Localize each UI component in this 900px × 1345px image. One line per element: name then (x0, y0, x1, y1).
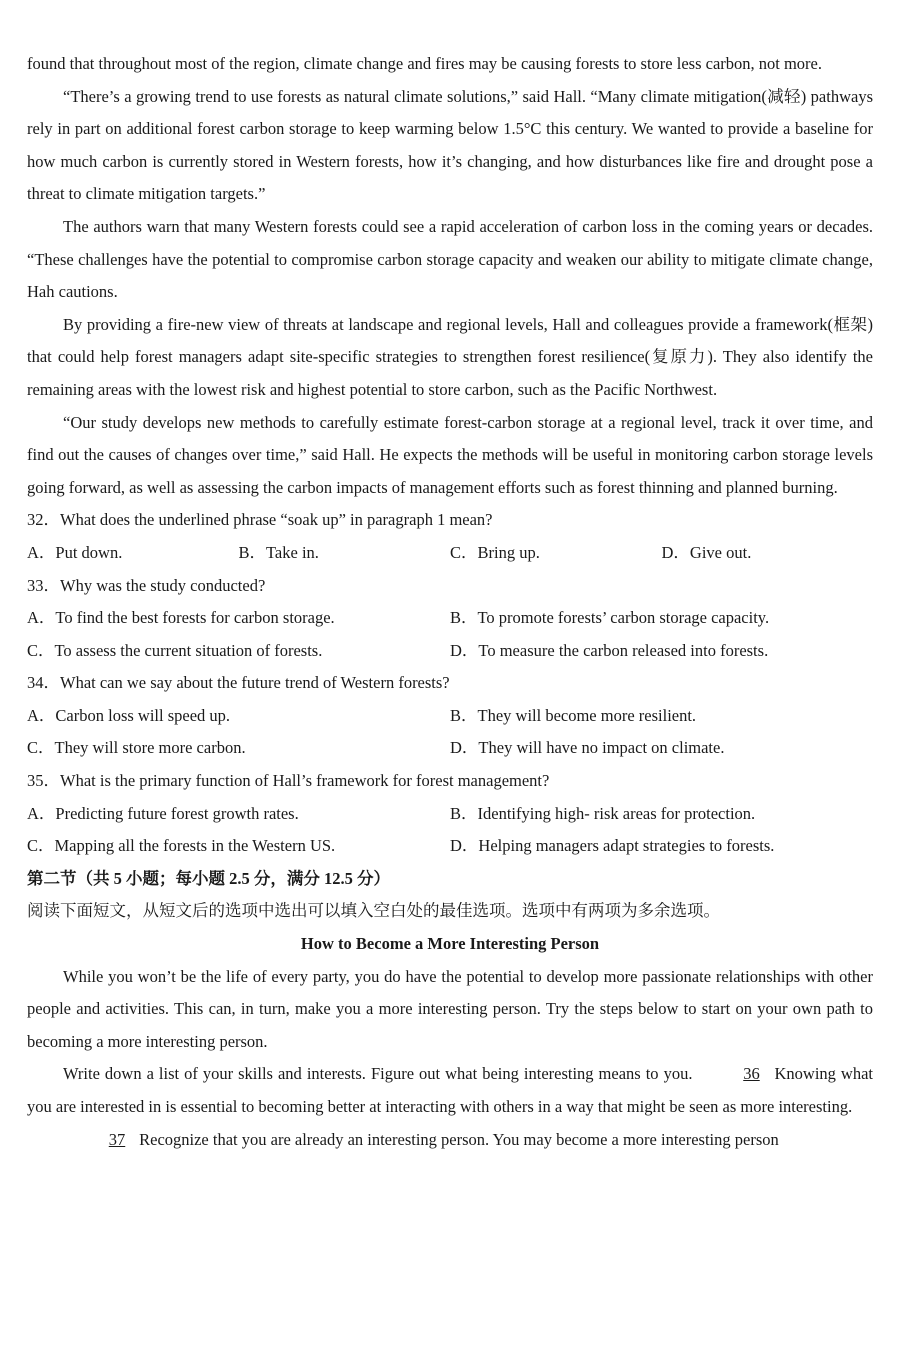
question-options (27, 732, 873, 765)
passage-paragraph: While you won’t be the life of every party, you do have the potential to develop more passionate relationships with other people and activities. This can, in turn, make you a more interesting person. Try the steps below to start on your own path to becoming a more interesting person. (27, 966, 873, 1051)
paragraph-text: Write down a list of your skills and interests. Figure out what being interesting means to you. (63, 1064, 698, 1084)
question-options (27, 635, 873, 668)
paragraph-text: Knowing what you are interested in is essential to becoming better at interacting with others in a way that might be seen as more interesting. (27, 1064, 873, 1116)
answer-blank-36: 36 (743, 1064, 760, 1084)
passage-paragraph (27, 1124, 873, 1157)
question-options (27, 798, 873, 831)
option: D．Give out. (661, 542, 752, 562)
question-options (27, 830, 873, 863)
option: D．Helping managers adapt strategies to forests. (450, 836, 775, 856)
option: B．To promote forests’ carbon storage capacity. (450, 608, 770, 628)
option: C．Mapping all the forests in the Western US. (27, 836, 336, 856)
passage-paragraph: By providing a fire-new view of threats at landscape and regional levels, Hall and colleagues provide a framework(框架) that could help forest managers adapt site-specific strategies to strengthen forest resilience(复原力). They also identify the remaining areas with the lowest risk and highest potential to store carbon, such as the Pacific Northwest. (27, 314, 873, 399)
section-instruction: 阅读下面短文，从短文后的选项中选出可以填入空白处的最佳选项。选项中有两项为多余选项。 (27, 901, 720, 921)
option: D．To measure the carbon released into forests. (450, 640, 769, 660)
question-stem: 34．What can we say about the future trend of Western forests? (27, 673, 450, 693)
passage-title: How to Become a More Interesting Person (300, 934, 600, 954)
option: B．Take in. (238, 542, 319, 562)
question-stem: 35．What is the primary function of Hall’s framework for forest management? (27, 771, 550, 791)
option: A．Carbon loss will speed up. (27, 705, 231, 725)
option: D．They will have no impact on climate. (450, 738, 725, 758)
question-stem: 32．What does the underlined phrase “soak up” in paragraph 1 mean? (27, 510, 493, 530)
answer-blank-37: 37 (108, 1129, 126, 1149)
passage-paragraph: “There’s a growing trend to use forests as natural climate solutions,” said Hall. “Many climate mitigation(减轻) pathways rely in part on additional forest carbon storage to keep warming below 1.5°C this century. We wanted to provide a baseline for how much carbon is currently stored in Western forests, how it’s changing, and how disturbances like fire and drought pose a threat to climate mitigation targets.” (27, 86, 873, 204)
paragraph-text: Recognize that you are already an interesting person. You may become a more interesting person (135, 1129, 779, 1149)
passage-paragraph: “Our study develops new methods to carefully estimate forest-carbon storage at a regional level, track it over time, and find out the causes of changes over time,” said Hall. He expects the methods will be useful in monitoring carbon storage levels going forward, as well as assessing the carbon impacts of management efforts such as forest thinning and planned burning. (27, 412, 873, 497)
option: C．Bring up. (450, 542, 540, 562)
option: A．To find the best forests for carbon storage. (27, 608, 335, 628)
option: B．Identifying high- risk areas for protection. (450, 803, 756, 823)
option: C．They will store more carbon. (27, 738, 246, 758)
question-stem: 33．Why was the study conducted? (27, 575, 266, 595)
passage-paragraph: The authors warn that many Western forests could see a rapid acceleration of carbon loss in the coming years or decades. “These challenges have the potential to compromise carbon storage capacity and weaken our ability to mitigate climate change, Hah cautions. (27, 216, 873, 302)
option: A．Predicting future forest growth rates. (27, 803, 299, 823)
question-options (27, 602, 873, 635)
passage-paragraph: found that throughout most of the region, climate change and fires may be causing forests to store less carbon, not more. (27, 54, 822, 73)
exam-page (27, 48, 873, 1156)
option: A．Put down. (27, 542, 123, 562)
question-options (27, 700, 873, 733)
section-heading: 第二节（共 5 小题；每小题 2.5 分，满分 12.5 分） (27, 868, 390, 888)
passage-paragraph (27, 1058, 873, 1123)
question-options (27, 537, 873, 570)
option: C．To assess the current situation of forests. (27, 640, 323, 660)
option: B．They will become more resilient. (450, 705, 697, 725)
